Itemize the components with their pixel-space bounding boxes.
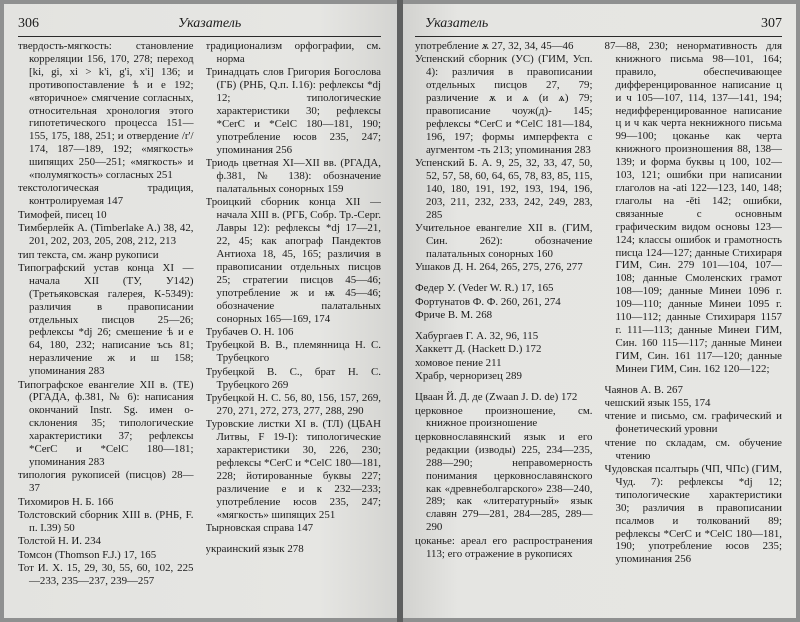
index-entry: Типографский устав конца XI — начала XII (ТУ, У142) (Третьяковская галерея, К-5349): различия в правописании отдельных писцов 25—26; рефлексы *dj 26; смешение ѣ и е 64, 180, 232; написание ъсь 81; неразличение ж и ш 158; упоминания 283 — [18, 261, 194, 378]
page-number: 306 — [18, 16, 39, 31]
index-entry: Фриче В. М. 268 — [415, 309, 493, 322]
left-page-header — [18, 14, 381, 37]
index-entry: Успенский сборник (УС) (ГИМ, Усп. 4): различия в правописании отдельных писцов 27, 79; различение ѫ и ѧ (и ѧ) 79; правописание чоуж(д)- 145; рефлексы *CerC и *CelC 181—184, 196, 197; формы имперфекта с аугментом -ть 213; упоминания 283 — [415, 53, 593, 156]
index-entry: Ушаков Д. Н. 264, 265, 275, 276, 277 — [415, 261, 583, 274]
index-entry: типология рукописей (писцов) 28—37 — [18, 469, 194, 495]
index-entry: хомовое пение 211 — [415, 356, 502, 369]
index-entry: текстологическая традиция, контролируемая 147 — [18, 182, 194, 208]
index-entry: Туровские листки XI в. (ТЛ) (ЦБАН Литвы, F 19-I): типологические характеристики 30, 226, 230; рефлексы *CerC и *CelC 180—181, 228; йотированные буквы 227; различение е и к 232—233; употребление юсов 235, 247; «мягкость» шипящих 251 — [205, 418, 381, 521]
index-entry: церковнославянский язык и его редакции (изводы) 225, 234—235, 288—290; неправомерность понимания церковнославянского как «древнеболгарского» 238—240, 289; как «литературный» язык славян 279—281, 284—285, 289—290 — [415, 430, 593, 534]
page-number: 307 — [761, 16, 782, 31]
index-entry: Хаккетт Д. (Hackett D.) 172 — [415, 343, 542, 356]
index-entry: Триодь цветная XI—XII вв. (РГАДА, ф.381, № 138): обозначение палатальных сонорных 159 — [205, 157, 381, 195]
index-column — [18, 40, 194, 612]
running-title: Указатель — [178, 16, 242, 31]
index-entry: Трубецкой В. В., племянница Н. С. Трубецкого — [205, 339, 381, 365]
index-entry: чтение по складам, см. обучение чтению — [604, 436, 782, 462]
index-entry: Фортунатов Ф. Ф. 260, 261, 274 — [415, 295, 561, 308]
index-entry: Трубачев О. Н. 106 — [205, 325, 294, 338]
index-entry: Хабургаев Г. А. 32, 96, 115 — [415, 330, 539, 343]
index-column — [605, 40, 783, 612]
index-entry: чешский язык 155, 174 — [604, 396, 711, 409]
left-page-columns — [18, 40, 381, 612]
right-page-columns — [415, 40, 782, 612]
index-entry: тип текста, см. жанр рукописи — [18, 248, 159, 261]
index-entry: украинский язык 278 — [205, 542, 304, 555]
index-entry: цоканье: ареал его распространения 113; его отражение в рукописях — [415, 534, 593, 560]
index-entry: Чаянов А. В. 267 — [604, 383, 683, 396]
index-entry: Толстой Н. И. 234 — [18, 535, 101, 548]
left-page — [4, 4, 397, 618]
index-entry: Храбр, черноризец 289 — [415, 370, 522, 383]
index-entry: Троицкий сборник конца XII — начала XIII в. (РГБ, Собр. Тр.-Серг. Лавры 12): рефлексы *dj 17—21, 22, 45; как апограф Пандектов Антиоха 18, 45, 165; различия в правописании отдельных писцов 25; стратегии писцов 45—46; употребление ж и ѭ 45—46; обозначение палатальных сонорных 165—169, 174 — [205, 196, 381, 325]
index-entry: Трубецкой В. С., брат Н. С. Трубецкого 269 — [205, 365, 381, 391]
index-entry: Томсон (Thomson F.J.) 17, 165 — [18, 548, 157, 561]
index-entry: Цваан Й. Д. де (Zwaan J. D. de) 172 — [415, 391, 578, 404]
index-entry: Тот И. Х. 15, 29, 30, 55, 60, 102, 225—233, 235—237, 239—257 — [18, 562, 194, 588]
index-entry: употребление ѫ 27, 32, 34, 45—46 — [415, 40, 574, 52]
index-column — [415, 40, 593, 612]
index-entry: Учительное евангелие XII в. (ГИМ, Син. 262): обозначение палатальных сонорных 160 — [415, 222, 593, 260]
index-entry: Тихомиров Н. Б. 166 — [18, 495, 114, 508]
index-entry: Чудовская псалтырь (ЧП, ЧПс) (ГИМ, Чуд. 7): рефлексы *dj 12; типологические характеристики 30; различия в правописании псалмов и толкований 89; рефлексы *CerC и *CelC 180—181, 190; употребление юсов 235; упоминания 256 — [604, 463, 782, 566]
index-entry: 87—88, 230; ненормативность для книжного письма 98—101, 164; правило, обеспечивающее дифференцированное написание ц и ч 105—107, 114, 137—141, 194; недифференцированное написание ц и ч как черта некнижного письма 99—100; цоканье как черта книжного произношения 88, 138—139; и форма буквы ц 100, 102—103, 121; ошибки при написании глаголов на -ati 122—123, 140, 148; глаголы на -ěti 142; ошибки, связанные с основным графическим видом основы 123—124; классы ошибок и грамотность писца 124—127; данные Стихираря ГИМ, Син. 279 101—104, 107—108; данные Смоленских грамот 108—109; данные Минеи 1096 г. 109—110; данные Минеи 1095 г. 110—112; данные Стихираря 1157 г. 111—113; данные Минеи ГИМ, Син. 160 115—117; данные Минеи ГИМ, Син. 161 117—120; данные Минеи ГИМ, Син. 162 120—122; — [604, 40, 782, 375]
right-page-header — [415, 14, 782, 37]
index-entry: Федер У. (Veder W. R.) 17, 165 — [415, 282, 554, 295]
index-entry: Трубецкой Н. С. 56, 80, 156, 157, 269, 270, 271, 272, 273, 277, 288, 290 — [205, 391, 381, 417]
index-entry: Типографское евангелие XII в. (ТЕ) (РГАДА, ф.381, № 6): написания окончаний Instr. Sg. имен o-склонения 35; типологические характеристики 37; рефлексы *CerC и *CelC 180—181; упоминания 283 — [18, 378, 194, 468]
index-entry: Тырновская справа 147 — [205, 522, 314, 535]
index-entry: Успенский Б. А. 9, 25, 32, 33, 47, 50, 52, 57, 58, 60, 64, 65, 78, 83, 85, 115, 140, 180, 191, 192, 193, 194, 196, 203, 211, 232, 233, 242, 249, 283, 285 — [415, 157, 593, 221]
index-entry: Тимофей, писец 10 — [18, 208, 107, 221]
index-entry: традиционализм орфографии, см. норма — [205, 40, 381, 65]
index-entry: Толстовский сборник XIII в. (РНБ, F. п. I.39) 50 — [18, 509, 194, 535]
index-entry: Тринадцать слов Григория Богослова (ГБ) (РНБ, Q.п. I.16): рефлексы *dj 12; типологические характеристики 30; рефлексы *CerC и *CelC 180—181, 190; употребление юсов 235, 247; упоминания 256 — [205, 66, 381, 156]
right-page — [403, 4, 796, 618]
index-entry: чтение и письмо, см. графический и фонетический уровни — [604, 410, 782, 436]
index-entry: церковное произношение, см. книжное произношение — [415, 404, 593, 430]
running-title: Указатель — [425, 16, 489, 31]
index-entry: твердость-мягкость: становление корреляции 156, 170, 278; переход [ki, gi, xi > k'i, g'i, x'i] 136; и противопоставление ѣ и е 192; «вторичное» смягчение согласных, относительная хронология этого гипотетического процесса 151—155, 175, 188, 251; и отвердение /r'/ 174, 187—189, 192; «мягкость» шипящих 250—251; «мягкость» и «полумягкость» согласных 251 — [18, 40, 194, 182]
index-entry: Тимберлейк А. (Timberlake A.) 38, 42, 201, 202, 203, 205, 208, 212, 213 — [18, 222, 194, 248]
index-column — [206, 40, 382, 612]
